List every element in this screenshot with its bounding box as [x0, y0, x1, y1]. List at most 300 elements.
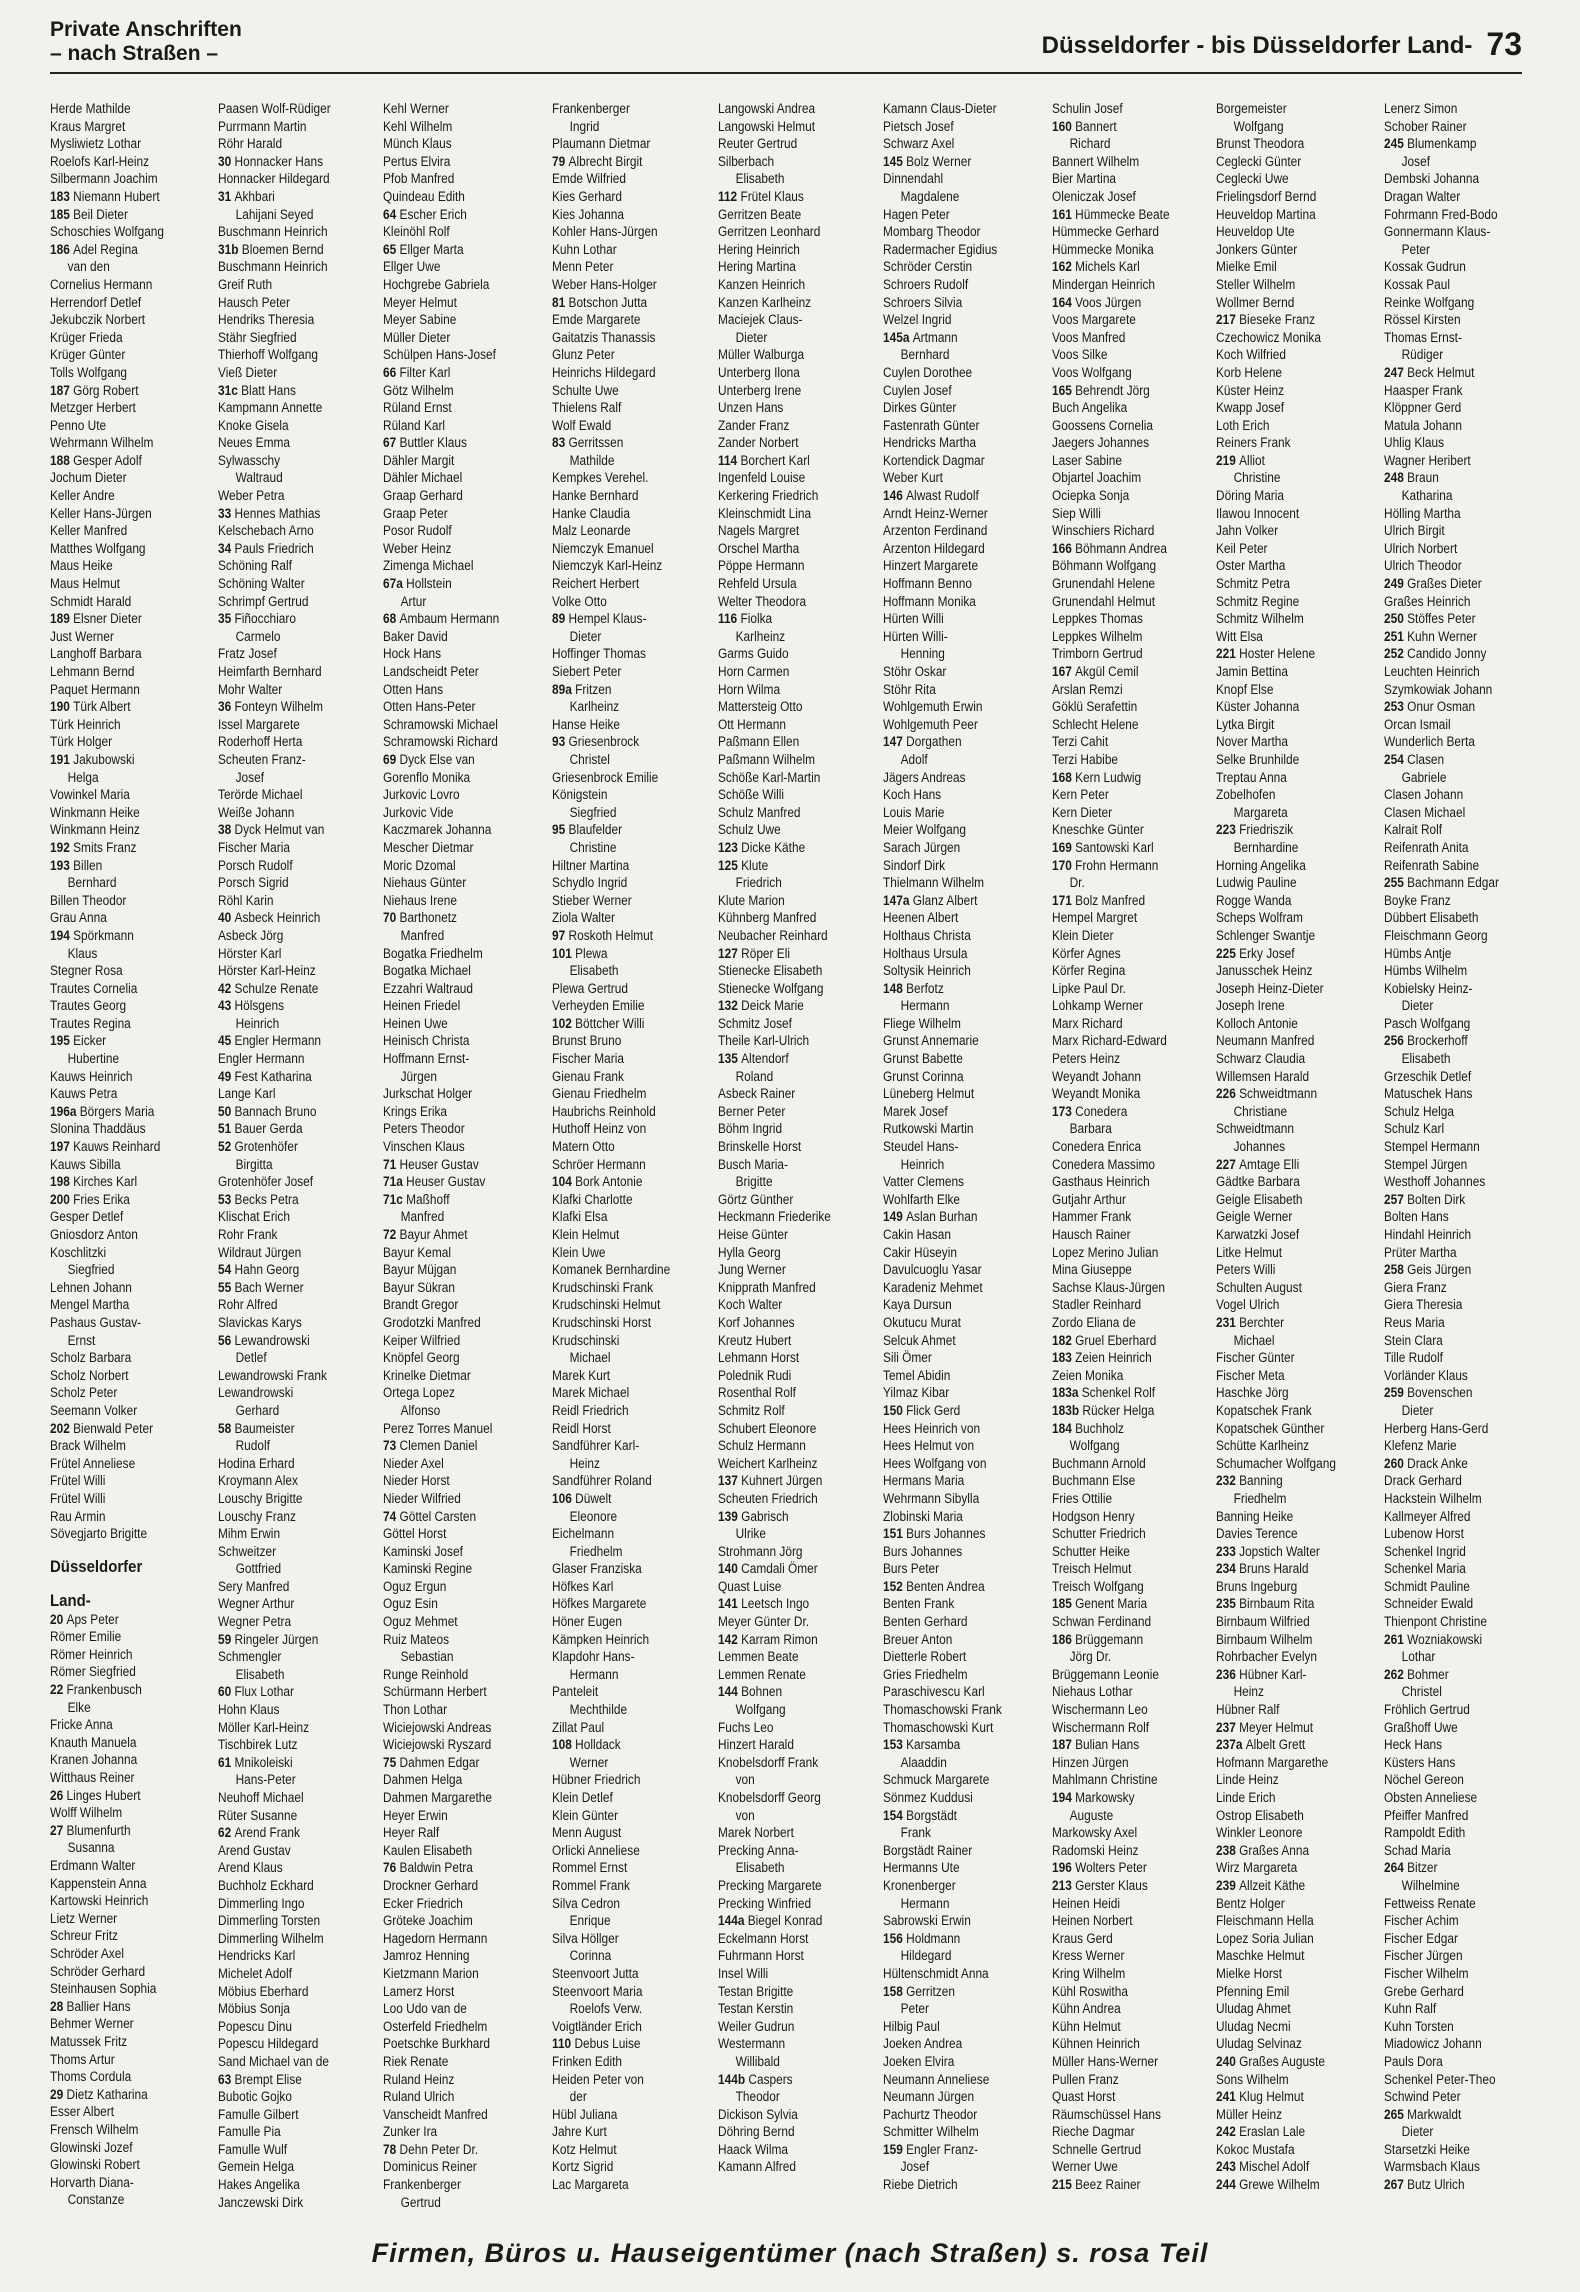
directory-entry: Ruland Heinz: [383, 2071, 455, 2087]
directory-entry: Werner: [569, 1754, 609, 1770]
directory-entry: Witt Elsa: [1216, 628, 1263, 644]
directory-entry: Hermans Maria: [883, 1473, 965, 1489]
directory-entry: Fischer Jürgen: [1384, 1948, 1463, 1964]
directory-entry: Schmitz Rolf: [718, 1402, 785, 1418]
resident-name: Buchholz: [1075, 1420, 1125, 1436]
directory-entry: Schenkel Peter-Theo: [1384, 2071, 1496, 2087]
directory-entry: Höfkes Margarete: [552, 1596, 647, 1612]
directory-entry: Borgstädt Rainer: [883, 1842, 973, 1858]
resident-name: Butz Ulrich: [1407, 2177, 1465, 2193]
directory-column: [50, 100, 191, 2230]
directory-entry: Pfenning Emil: [1216, 1983, 1290, 1999]
directory-entry: Jürgen: [400, 1068, 437, 1084]
resident-name: Blumenkamp: [1407, 136, 1477, 152]
directory-entry: Schrimpf Gertrud: [218, 593, 309, 609]
house-number: 202: [50, 1420, 74, 1436]
directory-entry: Winkmann Heinz: [50, 822, 140, 838]
directory-entry: Krudschinski Frank: [552, 1279, 654, 1295]
directory-entry: Schulten August: [1216, 1279, 1302, 1295]
resident-name: Böhmann Andrea: [1075, 540, 1167, 556]
directory-entry: Türk Heinrich: [50, 716, 121, 732]
directory-entry: Kelschebach Arno: [218, 523, 314, 539]
directory-entry: [883, 1578, 1024, 1596]
house-number: 219: [1216, 452, 1240, 468]
directory-entry: Willemsen Harald: [1216, 1068, 1310, 1084]
directory-entry: Lamerz Horst: [383, 1983, 455, 1999]
directory-entry: Zimenga Michael: [383, 558, 474, 574]
house-number: 264: [1384, 1860, 1408, 1876]
directory-entry: Pöppe Hermann: [718, 558, 805, 574]
directory-entry: [50, 1103, 191, 1121]
directory-entry: Pfeiffer Manfred: [1384, 1807, 1469, 1823]
directory-entry: Pashaus Gustav-: [50, 1314, 142, 1330]
directory-entry: Quindeau Edith: [383, 188, 465, 204]
directory-entry: Niemczyk Karl-Heinz: [552, 558, 663, 574]
directory-entry: Langowski Andrea: [718, 101, 816, 116]
directory-entry: [552, 821, 693, 839]
directory-entry: Gerritzen Leonhard: [718, 224, 821, 240]
directory-entry: Graap Gerhard: [383, 488, 463, 504]
directory-entry: Schröer Hermann: [552, 1156, 646, 1172]
house-number: 66: [383, 364, 400, 380]
directory-entry: Mina Giuseppe: [1052, 1262, 1132, 1278]
directory-entry: Mindergan Heinrich: [1052, 276, 1156, 292]
house-number: 156: [883, 1930, 907, 1946]
directory-entry: Buschmann Heinrich: [218, 259, 328, 275]
directory-entry: [1216, 945, 1357, 963]
resident-name: Frütel Klaus: [740, 188, 804, 204]
directory-entry: Keller Manfred: [50, 523, 128, 539]
directory-entry: Silbermann Joachim: [50, 171, 158, 187]
directory-entry: Friedhelm: [569, 1543, 623, 1559]
directory-entry: Jahre Kurt: [552, 2124, 607, 2140]
directory-entry: Türk Holger: [50, 734, 113, 750]
resident-name: Asbeck Heinrich: [234, 910, 321, 926]
directory-entry: Höfkes Karl: [552, 1578, 614, 1594]
directory-entry: [1052, 1384, 1193, 1402]
directory-entry: Klafki Elsa: [552, 1209, 608, 1225]
house-number: 62: [218, 1825, 235, 1841]
directory-entry: Popescu Hildegard: [218, 2036, 319, 2052]
resident-name: Dietz Katharina: [66, 2086, 148, 2102]
directory-entry: Louschy Brigitte: [218, 1490, 303, 1506]
directory-entry: [1384, 1631, 1525, 1649]
directory-entry: Hanke Claudia: [552, 505, 630, 521]
directory-entry: [50, 1138, 191, 1156]
resident-name: Fritzen: [575, 681, 612, 697]
directory-entry: Eleonore: [569, 1508, 618, 1524]
resident-name: Biegel Konrad: [747, 1913, 823, 1929]
directory-entry: Strohmann Jörg: [718, 1543, 803, 1559]
directory-entry: Birgitta: [235, 1156, 273, 1172]
directory-entry: Fischer Achim: [1384, 1913, 1459, 1929]
directory-entry: Möbius Sonja: [218, 2001, 290, 2017]
directory-entry: [1216, 2176, 1357, 2194]
house-number: 72: [383, 1227, 400, 1242]
directory-entry: Linde Heinz: [1216, 1772, 1279, 1788]
resident-name: Adel Regina: [73, 241, 138, 257]
directory-entry: Fratz Josef: [218, 646, 277, 662]
directory-entry: Welter Theodora: [718, 593, 807, 609]
house-number: 242: [1216, 2124, 1240, 2140]
directory-entry: [383, 1156, 524, 1174]
directory-entry: Westhoff Johannes: [1384, 1174, 1486, 1190]
directory-entry: Bogatka Friedhelm: [383, 945, 483, 961]
house-number: 74: [383, 1508, 400, 1524]
directory-entry: Schramowski Richard: [383, 734, 498, 750]
directory-entry: [1384, 135, 1525, 153]
directory-entry: Weber Petra: [218, 488, 285, 504]
directory-entry: Kauws Petra: [50, 1086, 118, 1102]
directory-entry: Kuhn Ralf: [1384, 2001, 1437, 2017]
directory-entry: Scholz Barbara: [50, 1350, 132, 1366]
resident-name: Voos Jürgen: [1075, 294, 1142, 310]
directory-entry: Graßhoff Uwe: [1384, 1719, 1458, 1735]
directory-entry: Czechowicz Monika: [1216, 329, 1321, 345]
resident-name: Pauls Friedrich: [234, 540, 314, 556]
directory-entry: Theodor: [735, 2089, 780, 2105]
directory-entry: Pasch Wolfgang: [1384, 1015, 1471, 1031]
directory-entry: [218, 1631, 359, 1649]
directory-entry: [1052, 663, 1193, 681]
directory-entry: Herde Mathilde: [50, 101, 131, 116]
directory-entry: [552, 733, 693, 751]
directory-entry: Winkler Leonore: [1216, 1825, 1303, 1841]
directory-entry: Schmidt Harald: [50, 593, 132, 609]
house-number: 198: [50, 1174, 74, 1190]
directory-entry: [883, 1807, 1024, 1825]
directory-entry: Römer Emilie: [50, 1629, 122, 1645]
resident-name: Heuser Gustav: [406, 1174, 486, 1190]
directory-entry: Schmitz Wilhelm: [1216, 611, 1304, 627]
directory-entry: Kempkes Verehel.: [552, 470, 649, 486]
directory-entry: Kampmann Annette: [218, 400, 323, 416]
directory-entry: Gertrud: [400, 2194, 441, 2210]
resident-name: Debus Luise: [574, 2036, 641, 2052]
house-number: 71c: [383, 1191, 407, 1207]
directory-entry: Hermanns Ute: [883, 1860, 960, 1876]
directory-entry: Sachse Klaus-Jürgen: [1052, 1279, 1165, 1295]
directory-entry: Thomaschowski Frank: [883, 1702, 1002, 1718]
resident-name: Beil Dieter: [73, 206, 128, 222]
directory-entry: Henning: [900, 646, 945, 662]
directory-entry: Siegfried: [67, 1262, 115, 1278]
directory-entry: Knauth Manuela: [50, 1734, 137, 1750]
resident-name: Türk Albert: [73, 699, 131, 715]
directory-entry: Herrendorf Detlef: [50, 294, 142, 310]
house-number: 31: [218, 188, 235, 204]
directory-entry: Just Werner: [50, 628, 114, 644]
directory-entry: Elisabeth: [1401, 1051, 1451, 1067]
directory-entry: Birnbaum Wilhelm: [1216, 1631, 1313, 1647]
directory-entry: Ostrop Elisabeth: [1216, 1807, 1304, 1823]
house-number: 71a: [383, 1174, 407, 1190]
directory-entry: [218, 997, 359, 1015]
directory-entry: Ulrich Norbert: [1384, 540, 1458, 556]
directory-entry: Horn Wilma: [718, 681, 781, 697]
directory-entry: Hültenschmidt Anna: [883, 1965, 989, 1981]
resident-name: Clemen Daniel: [399, 1438, 478, 1454]
directory-entry: Mathilde: [569, 452, 615, 468]
directory-entry: Roderhoff Herta: [218, 734, 303, 750]
directory-entry: Wolff Wilhelm: [50, 1805, 123, 1821]
directory-entry: Wohlgemuth Erwin: [883, 699, 983, 715]
directory-entry: Schmitz Petra: [1216, 576, 1290, 592]
resident-name: Drack Anke: [1407, 1455, 1468, 1471]
directory-entry: Peters Willi: [1216, 1262, 1276, 1278]
directory-entry: Glunz Peter: [552, 347, 615, 363]
directory-entry: Heinrich: [235, 1015, 280, 1031]
directory-entry: [1384, 1455, 1525, 1473]
directory-entry: Heck Hans: [1384, 1737, 1443, 1753]
resident-name: Dehn Peter Dr.: [399, 2141, 479, 2157]
directory-entry: [1384, 751, 1525, 769]
directory-entry: [218, 1683, 359, 1701]
directory-entry: Dragan Walter: [1384, 188, 1461, 204]
house-number: 36: [218, 699, 235, 715]
directory-entry: Peters Heinz: [1052, 1051, 1121, 1067]
directory-entry: [1052, 769, 1193, 787]
directory-entry: [1052, 892, 1193, 910]
directory-entry: Schenkel Ingrid: [1384, 1543, 1466, 1559]
directory-entry: Schwind Peter: [1384, 2089, 1461, 2105]
directory-entry: [218, 1068, 359, 1086]
directory-entry: [1216, 311, 1357, 329]
directory-entry: Ingrid: [569, 118, 600, 134]
directory-entry: [883, 2141, 1024, 2159]
directory-entry: [1384, 1666, 1525, 1684]
directory-entry: Mohr Walter: [218, 681, 283, 697]
house-number: 59: [218, 1631, 235, 1647]
directory-entry: Klein Detlef: [552, 1790, 613, 1805]
page-header: [50, 18, 1522, 74]
directory-entry: Rau Armin: [50, 1508, 106, 1524]
house-number: 227: [1216, 1156, 1240, 1172]
directory-entry: Scholz Norbert: [50, 1367, 129, 1383]
directory-entry: [218, 2071, 359, 2089]
house-number: 43: [218, 998, 235, 1014]
directory-entry: Schülpen Hans-Josef: [383, 347, 496, 363]
directory-entry: Sons Wilhelm: [1216, 2071, 1289, 2087]
directory-entry: Terzi Habibe: [1052, 751, 1119, 767]
directory-entry: Fuhrmann Horst: [718, 1948, 804, 1964]
directory-entry: [1052, 1402, 1193, 1420]
directory-entry: Mattersteig Otto: [718, 699, 803, 715]
house-number: 95: [552, 822, 569, 838]
directory-entry: Schmengler: [218, 1649, 282, 1665]
directory-entry: Bernhardine: [1233, 839, 1299, 855]
house-number: 150: [883, 1402, 907, 1418]
resident-name: Geis Jürgen: [1407, 1262, 1472, 1278]
directory-entry: [218, 382, 359, 400]
directory-entry: Frütel Willi: [50, 1490, 106, 1506]
resident-name: Friedriszik: [1239, 822, 1294, 838]
directory-entry: Kortz Sigrid: [552, 2159, 614, 2175]
directory-entry: Hölling Martha: [1384, 505, 1461, 521]
directory-entry: Plaumann Dietmar: [552, 136, 651, 152]
directory-entry: Kühn Andrea: [1052, 2001, 1121, 2017]
directory-columns: [50, 100, 1530, 2230]
directory-entry: Helga: [67, 769, 99, 785]
directory-entry: Kraus Gerd: [1052, 1930, 1113, 1946]
directory-entry: [552, 294, 693, 312]
directory-entry: Ulrich Theodor: [1384, 558, 1462, 574]
directory-entry: Grunendahl Helmut: [1052, 593, 1156, 609]
directory-entry: Mahlmann Christine: [1052, 1772, 1158, 1788]
directory-entry: Knobelsdorff Georg: [718, 1790, 821, 1805]
directory-entry: Klein Uwe: [552, 1244, 606, 1260]
directory-entry: [718, 452, 859, 470]
directory-entry: Hübner Friedrich: [552, 1772, 641, 1788]
directory-entry: Ortega Lopez: [383, 1385, 455, 1401]
directory-entry: Maciejek Claus-: [718, 312, 803, 328]
resident-name: Graßes Dieter: [1407, 576, 1482, 592]
directory-entry: Schulin Josef: [1052, 101, 1123, 116]
directory-entry: Wildraut Jürgen: [218, 1244, 302, 1260]
resident-name: Bohmer: [1407, 1666, 1449, 1682]
resident-name: Fonteyn Wilhelm: [234, 699, 324, 715]
directory-entry: Hiltner Martina: [552, 857, 630, 873]
house-number: 125: [718, 857, 742, 873]
directory-entry: van den: [67, 259, 110, 275]
directory-entry: Perez Torres Manuel: [383, 1420, 493, 1436]
resident-name: Dyck Else van: [399, 751, 475, 767]
directory-entry: Schenkel Maria: [1384, 1561, 1466, 1577]
resident-name: Albrecht Birgit: [568, 153, 643, 169]
directory-entry: Hock Hans: [383, 646, 442, 662]
directory-entry: [218, 505, 359, 523]
directory-entry: Gonnermann Klaus-: [1384, 224, 1491, 240]
directory-entry: Breuer Anton: [883, 1631, 953, 1647]
directory-entry: Louschy Franz: [218, 1508, 296, 1524]
directory-entry: Vorländer Klaus: [1384, 1367, 1468, 1383]
house-number: 182: [1052, 1332, 1076, 1348]
directory-entry: Josef: [900, 2159, 930, 2175]
directory-column: [1384, 100, 1525, 2230]
directory-entry: Dieter: [735, 329, 768, 345]
directory-entry: Goossens Cornelia: [1052, 417, 1154, 433]
directory-entry: Marek Kurt: [552, 1367, 611, 1383]
resident-name: Blatt Hans: [241, 382, 296, 398]
directory-entry: Unzen Hans: [718, 400, 784, 416]
directory-entry: Heinrich: [900, 1156, 945, 1172]
directory-entry: Kühnen Heinrich: [1052, 2036, 1140, 2052]
directory-entry: Wischermann Leo: [1052, 1702, 1148, 1718]
house-number: 183: [50, 188, 74, 204]
directory-entry: Theile Karl-Ulrich: [718, 1033, 810, 1049]
house-number: 186: [1052, 1631, 1076, 1647]
directory-entry: Schürmann Herbert: [383, 1684, 487, 1700]
house-number: 245: [1384, 136, 1408, 152]
resident-name: Arend Frank: [234, 1825, 300, 1841]
directory-entry: Rogge Wanda: [1216, 892, 1292, 908]
directory-entry: Thielens Ralf: [552, 400, 622, 416]
directory-entry: Hermann: [569, 1666, 619, 1682]
directory-entry: Sylwasschy: [218, 452, 281, 468]
directory-entry: [1384, 2106, 1525, 2124]
house-number: 45: [218, 1033, 235, 1049]
directory-entry: Insel Willi: [718, 1965, 769, 1981]
directory-entry: Scheps Wolfram: [1216, 910, 1303, 926]
directory-entry: Brigitte: [735, 1174, 773, 1190]
directory-entry: Treisch Helmut: [1052, 1561, 1132, 1577]
directory-column: [552, 100, 693, 2230]
directory-entry: Westermann: [718, 2036, 786, 2052]
directory-column: [383, 100, 524, 2230]
directory-entry: Wunderlich Berta: [1384, 734, 1475, 750]
directory-entry: [383, 2141, 524, 2159]
directory-entry: Stöhr Oskar: [883, 664, 947, 679]
resident-name: Bayur Ahmet: [399, 1227, 468, 1242]
directory-entry: Siebert Peter: [552, 664, 622, 679]
directory-entry: Brunst Theodora: [1216, 136, 1305, 152]
directory-entry: Verheyden Emilie: [552, 998, 645, 1014]
directory-entry: [1384, 698, 1525, 716]
directory-entry: Landscheidt Peter: [383, 664, 479, 679]
directory-entry: Gerritzen Beate: [718, 206, 802, 222]
directory-entry: Hürten Willi: [883, 611, 944, 627]
directory-entry: Schweidtmann: [1216, 1121, 1294, 1137]
directory-entry: Niehaus Lothar: [1052, 1684, 1133, 1700]
resident-name: Brüggemann: [1075, 1631, 1144, 1647]
directory-entry: Schoschies Wolfgang: [50, 224, 165, 240]
resident-name: Eraslan Lale: [1239, 2124, 1306, 2140]
directory-entry: Joseph Irene: [1216, 998, 1285, 1014]
directory-entry: Lenerz Simon: [1384, 101, 1458, 116]
directory-entry: Buch Angelika: [1052, 400, 1128, 416]
directory-entry: [1384, 645, 1525, 663]
directory-entry: Stienecke Wolfgang: [718, 980, 824, 996]
house-number: 153: [883, 1737, 907, 1753]
directory-entry: Riebe Dietrich: [883, 2177, 958, 2193]
directory-entry: Carmelo: [235, 628, 281, 644]
directory-entry: Sandführer Karl-: [552, 1438, 640, 1454]
directory-entry: Frank: [900, 1825, 931, 1841]
directory-entry: Nöchel Gereon: [1384, 1772, 1464, 1788]
directory-entry: Cakin Hasan: [883, 1227, 952, 1242]
directory-entry: Nieder Horst: [383, 1473, 450, 1489]
directory-entry: Cuylen Josef: [883, 382, 952, 398]
house-number: 258: [1384, 1262, 1408, 1278]
directory-entry: [1052, 2176, 1193, 2194]
directory-entry: Esser Albert: [50, 2104, 115, 2120]
directory-entry: Nover Martha: [1216, 734, 1288, 750]
directory-entry: [218, 1138, 359, 1156]
directory-entry: Brunst Bruno: [552, 1033, 622, 1049]
directory-entry: Knobelsdorff Frank: [718, 1754, 819, 1770]
resident-name: Brockerhoff: [1407, 1033, 1468, 1049]
directory-entry: Mengel Martha: [50, 1297, 130, 1313]
directory-entry: [383, 1754, 524, 1772]
directory-entry: Mescher Dietmar: [383, 839, 474, 855]
directory-entry: Vowinkel Maria: [50, 787, 130, 803]
house-number: 217: [1216, 312, 1240, 328]
directory-entry: Voigtländer Erich: [552, 2018, 642, 2034]
resident-name: Billen: [73, 857, 103, 873]
directory-entry: Lewandrowski: [218, 1385, 294, 1401]
directory-entry: [1052, 839, 1193, 857]
directory-entry: [1052, 206, 1193, 224]
directory-entry: Lemmen Beate: [718, 1649, 799, 1665]
directory-entry: Steudel Hans-: [883, 1139, 959, 1155]
house-number: 34: [218, 540, 235, 556]
directory-entry: Körfer Regina: [1052, 963, 1126, 979]
directory-entry: Marek Josef: [883, 1103, 948, 1119]
resident-name: Ellger Marta: [399, 241, 464, 257]
house-number: 97: [552, 927, 569, 943]
directory-entry: Heinen Norbert: [1052, 1913, 1133, 1929]
directory-entry: Rohr Frank: [218, 1227, 278, 1242]
